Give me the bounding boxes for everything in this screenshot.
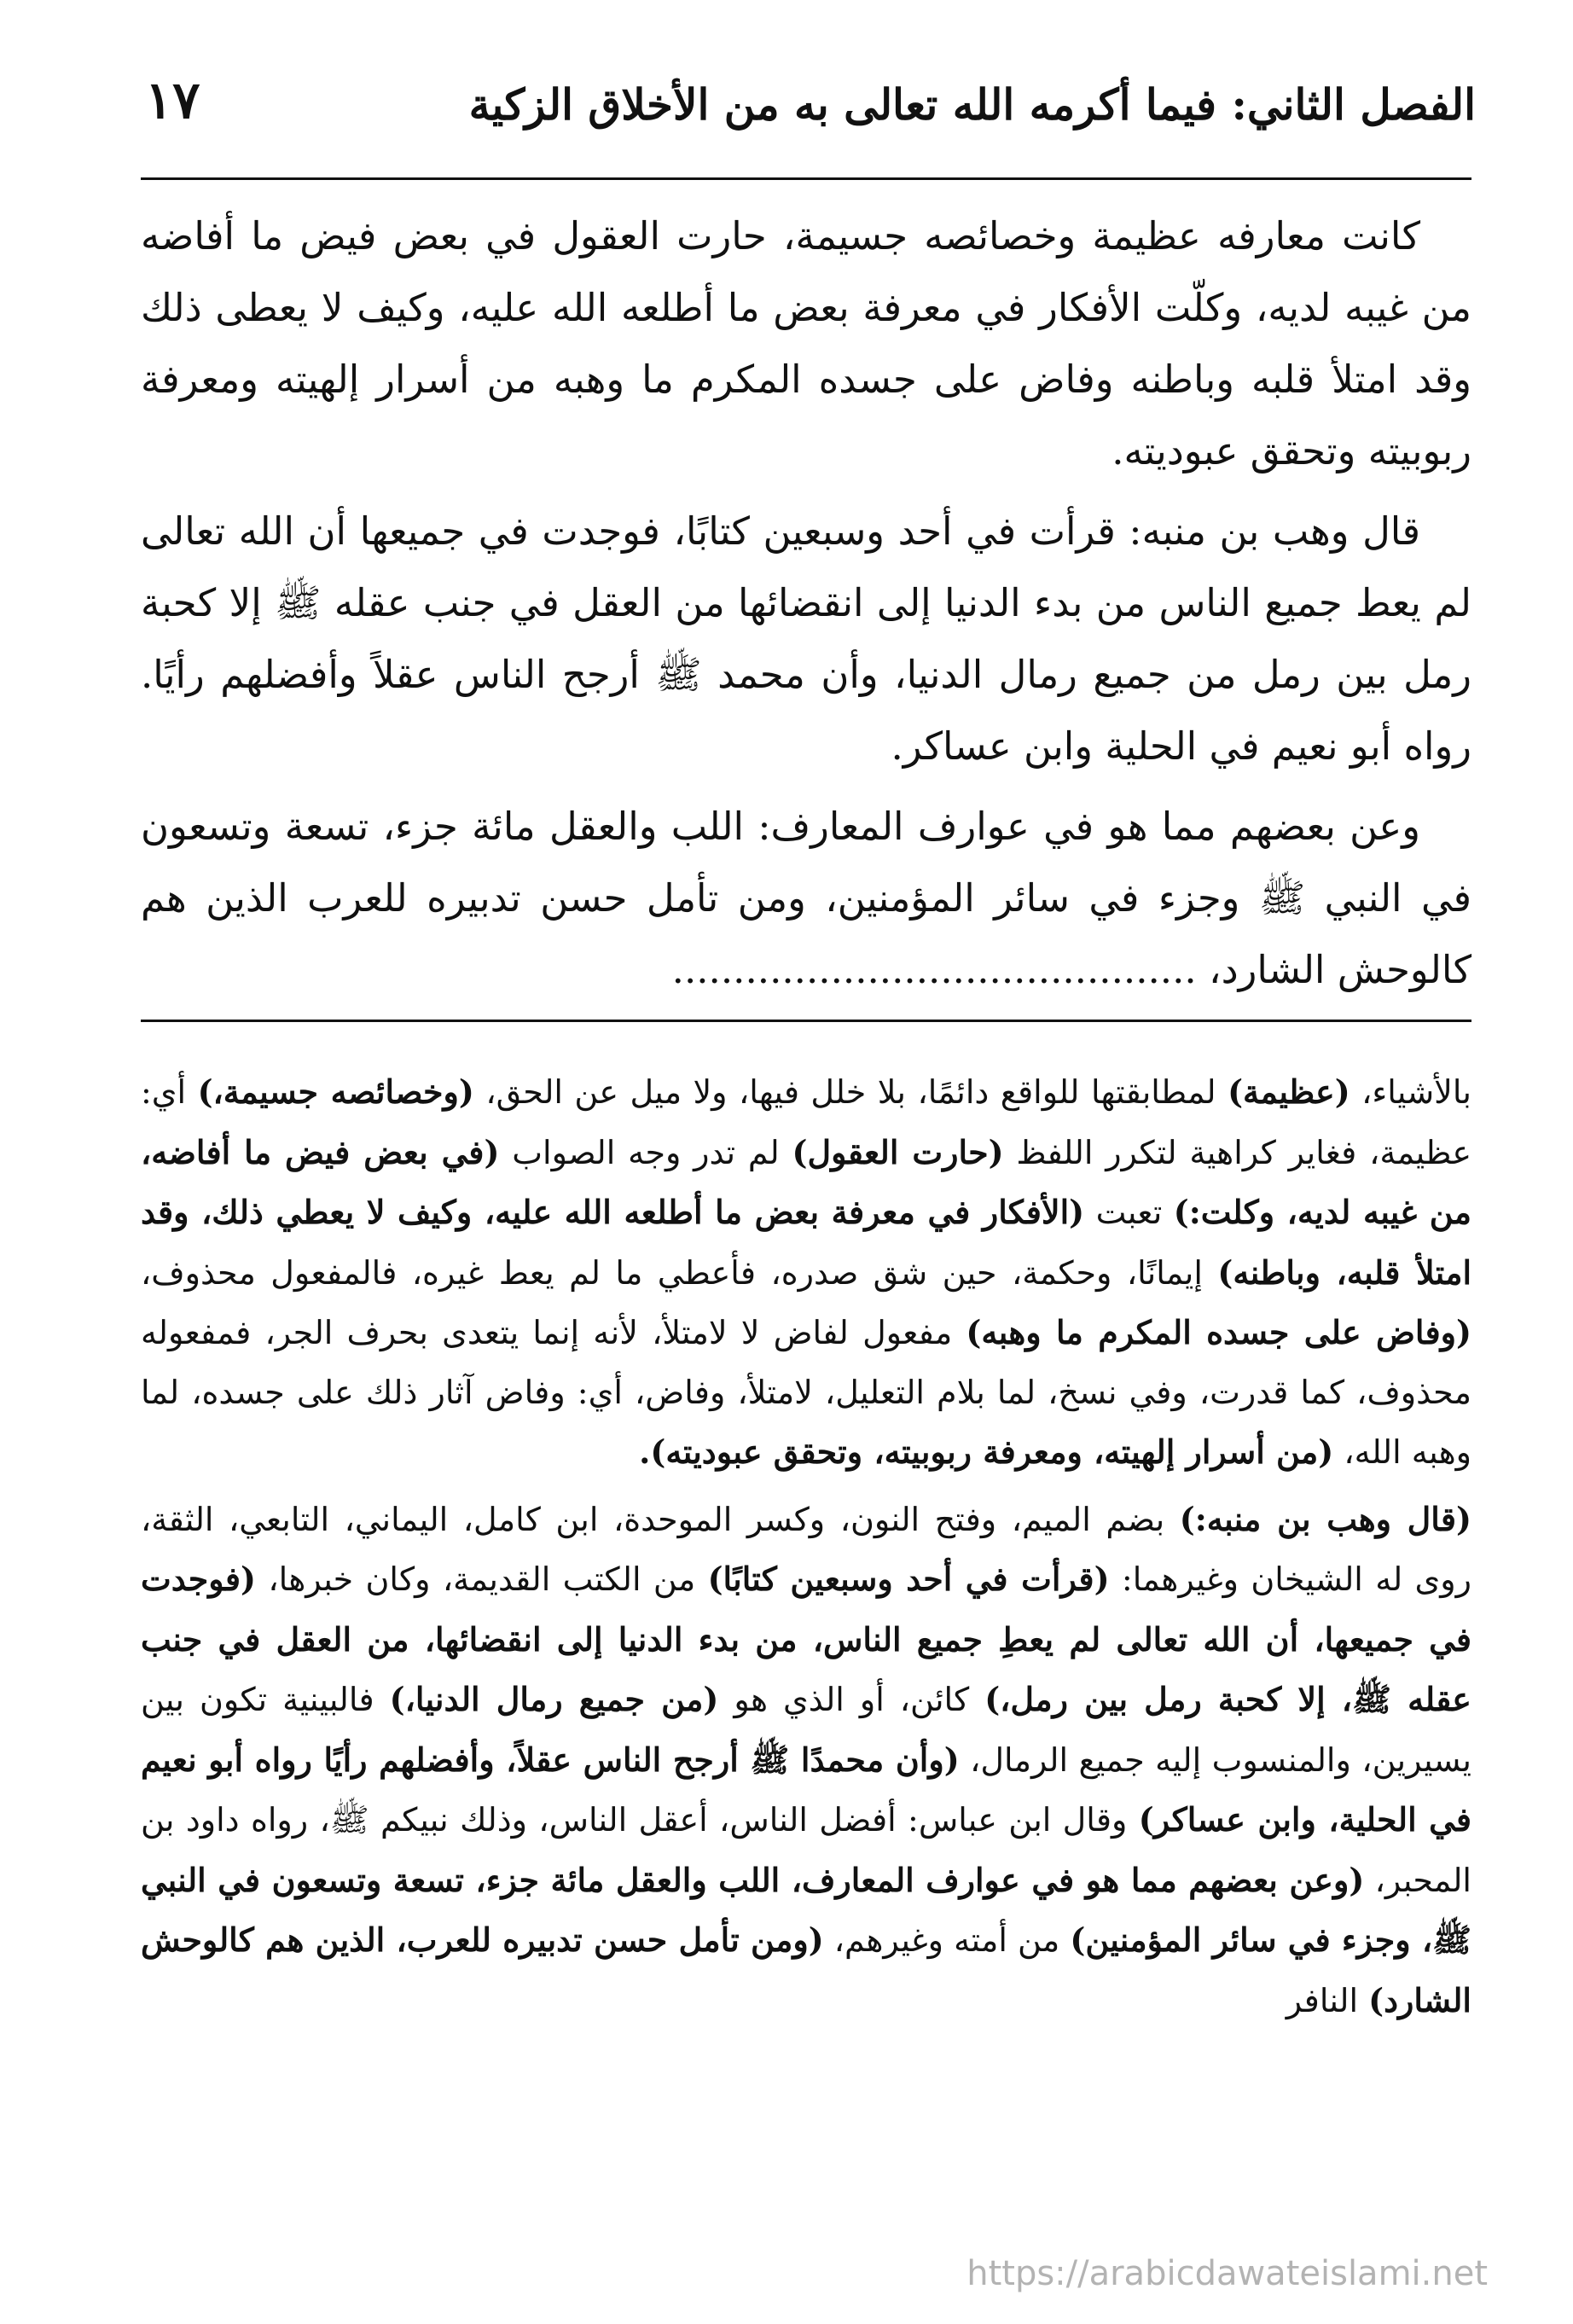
commentary-segment: النافر [1286, 1981, 1369, 2019]
quoted-text: (وأن محمدًا ﷺ أرجح الناس عقلاً، وأفضلهم رأيًا رواه أبو نعيم في الحلية، وابن عساكر) [141, 1740, 1471, 1839]
quoted-text: (في بعض فيض ما أفاضه، من غيبه لديه، وكلت:) [141, 1132, 1472, 1231]
main-paragraph: كانت معارفه عظيمة وخصائصه جسيمة، حارت العقول في بعض فيض ما أفاضه من غيبه لديه، وكلّت الأفكار في معرفة بعض ما أطلعه الله عليه، وكيف لا يعطى ذلك وقد امتلأ قلبه وباطنه وفاض على جسده المكرم ما وهبه من أسرار إلهيته ومعرفة ربوبيته وتحقق عبوديته. [141, 213, 1471, 474]
quoted-text: (الأفكار في معرفة بعض ما أطلعه الله عليه، وكيف لا يعطي ذلك، وقد امتلأ قلبه، وباطنه) [141, 1193, 1472, 1292]
quoted-text: (ومن تأمل حسن تدبيره للعرب، الذين هم كالوحش الشارد) [141, 1920, 1471, 2019]
commentary-segment: بضم الميم، وفتح النون، وكسر الموحدة، ابن كامل، اليماني، التابعي، الثقة، روى له الشيخان وغيرهما: [141, 1500, 1471, 1598]
quoted-text: (وخصائصه جسيمة،) [197, 1072, 474, 1111]
commentary-segment: إيمانًا، وحكمة، حين شق صدره، فأعطي ما لم يعط غيره، فالمفعول محذوف، [141, 1253, 1218, 1292]
main-text [141, 200, 1471, 1014]
commentary-segment: من أمته وغيرهم، [823, 1921, 1071, 1959]
quoted-text: (قرأت في أحد وسبعين كتابًا) [707, 1560, 1110, 1598]
quoted-text: (عظيمة) [1228, 1072, 1350, 1111]
commentary-segment: فالبينية تكون بين يسيرين، والمنسوب إليه جميع الرمال، [141, 1681, 1471, 1779]
commentary-segment: كائن، أو الذي هو [718, 1681, 985, 1718]
site-watermark: https://arabicdawateislami.net [966, 2254, 1488, 2293]
commentary-segment: من الكتب القديمة، وكان خبرها، [256, 1560, 708, 1598]
commentary-paragraph [141, 1490, 1471, 2031]
quoted-text: (فوجدت في جميعها، أن الله تعالى لم يعطِ جميع الناس، من بدء الدنيا إلى انقضائها، من العقل في جنب عقله ﷺ، إلا كحبة رمل بين رمل،) [141, 1560, 1471, 1718]
commentary-segment: أي: عظيمة، فغاير كراهية لتكرر اللفظ [141, 1073, 1471, 1171]
quoted-text: (وفاض على جسده المكرم ما وهبه) [966, 1313, 1471, 1351]
commentary-segment: لمطابقتها للواقع دائمًا، بلا خلل فيها، ولا ميل عن الحق، [473, 1073, 1228, 1111]
main-paragraph-text: وعن بعضهم مما هو في عوارف المعارف: اللب والعقل مائة جزء، تسعة وتسعون في النبي ﷺ وجزء في سائر المؤمنين، ومن تأمل حسن تدبيره للعرب الذين هم كالوحش الشارد، [141, 804, 1471, 992]
commentary-text [141, 1062, 1471, 2037]
continuation-dots: ........................................... [671, 947, 1197, 992]
main-paragraph [141, 791, 1471, 1006]
quoted-text: (من جميع رمال الدنيا،) [389, 1680, 719, 1718]
commentary-segment: لم تدر وجه الصواب [499, 1133, 792, 1171]
page-header [128, 64, 1476, 158]
quoted-text: (وعن بعضهم مما هو في عوارف المعارف، اللب والعقل مائة جزء، تسعة وتسعون في النبي ﷺ، وجزء في سائر المؤمنين) [141, 1860, 1471, 1959]
commentary-segment: مفعول لفاض لا لامتلأ، لأنه إنما يتعدى بحرف الجر، فمفعوله محذوف، كما قدرت، وفي نسخ، لما بلام التعليل، لامتلأ، وفاض، أي: وفاض آثار ذلك على جسده، لما وهبه الله، [141, 1314, 1471, 1471]
main-paragraph: قال وهب بن منبه: قرأت في أحد وسبعين كتابًا، فوجدت في جميعها أن الله تعالى لم يعط جميع الناس من بدء الدنيا إلى انقضائها من العقل في جنب عقله ﷺ إلا كحبة رمل بين رمل من جميع رمال الدنيا، وأن محمد ﷺ أرجح الناس عقلاً وأفضلهم رأيًا. رواه أبو نعيم في الحلية وابن عساكر. [141, 508, 1471, 769]
quoted-text: (حارت العقول) [792, 1132, 1004, 1171]
commentary-segment: وقال ابن عباس: أفضل الناس، أعقل الناس، وذلك نبيكم ﷺ، رواه داود بن المحبر، [141, 1801, 1471, 1899]
commentary-segment: تعبت [1084, 1194, 1174, 1231]
commentary-divider [141, 1020, 1471, 1022]
quoted-text: (قال وهب بن منبه:) [1179, 1499, 1471, 1538]
header-divider [141, 177, 1471, 180]
chapter-title: الفصل الثاني: فيما أكرمه الله تعالى به من الأخلاق الزكية [468, 79, 1476, 130]
quoted-text: (من أسرار إلهيته، ومعرفة ربوبيته، وتحقق عبوديته). [639, 1432, 1334, 1471]
page-number: ١٧ [145, 71, 200, 131]
commentary-segment: بالأشياء، [1350, 1073, 1471, 1111]
commentary-paragraph [141, 1062, 1471, 1483]
